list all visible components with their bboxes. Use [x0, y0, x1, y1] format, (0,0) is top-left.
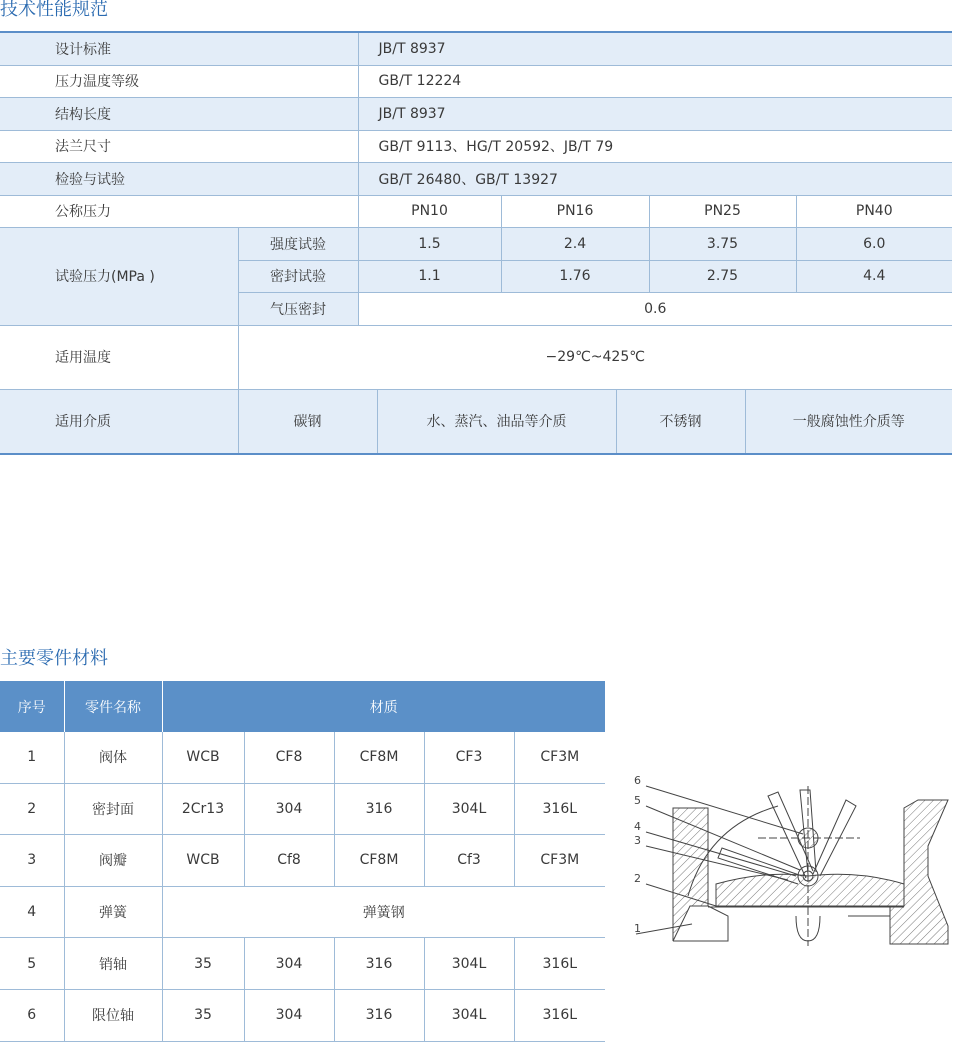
table-row [0, 732, 605, 783]
part-name: 弹簧 [64, 886, 162, 938]
nominal-pressure-value: PN25 [649, 195, 796, 228]
media-label: 适用介质 [0, 390, 238, 454]
spec-label: 压力温度等级 [0, 65, 358, 98]
nominal-pressure-value: PN40 [796, 195, 952, 228]
row-no: 3 [0, 835, 64, 887]
material-cell: CF8M [334, 835, 424, 887]
material-cell: CF8 [244, 732, 334, 783]
material-cell: 304L [424, 989, 514, 1041]
media-cell: 一般腐蚀性介质等 [745, 390, 952, 454]
material-cell: WCB [162, 835, 244, 887]
seal-test-value: 2.75 [649, 260, 796, 293]
spec-value: JB/T 8937 [358, 32, 952, 65]
row-no: 6 [0, 989, 64, 1041]
material-cell: 304 [244, 989, 334, 1041]
strength-test-value: 3.75 [649, 228, 796, 261]
material-cell: 316L [514, 989, 605, 1041]
header-material: 材质 [162, 681, 605, 732]
diagram-label: 5 [634, 794, 641, 807]
table-row [0, 938, 605, 990]
spec-value: JB/T 8937 [358, 98, 952, 131]
material-cell: 35 [162, 989, 244, 1041]
test-pressure-label: 试验压力(MPa ) [0, 228, 238, 326]
material-cell: Cf8 [244, 835, 334, 887]
spec-value: GB/T 26480、GB/T 13927 [358, 163, 952, 196]
material-cell: 2Cr13 [162, 783, 244, 835]
material-cell: Cf3 [424, 835, 514, 887]
material-cell: 35 [162, 938, 244, 990]
diagram-label: 1 [634, 922, 641, 935]
valve-section-diagram [628, 766, 952, 958]
seal-test-value: 1.1 [358, 260, 501, 293]
spec-value: GB/T 12224 [358, 65, 952, 98]
material-cell: WCB [162, 732, 244, 783]
diagram-label: 4 [634, 820, 641, 833]
table-row [0, 783, 605, 835]
seal-test-value: 1.76 [501, 260, 649, 293]
row-no: 5 [0, 938, 64, 990]
material-cell: 316 [334, 938, 424, 990]
strength-test-value: 1.5 [358, 228, 501, 261]
part-name: 销轴 [64, 938, 162, 990]
table-row [0, 886, 605, 938]
material-cell: CF3M [514, 732, 605, 783]
media-cell: 碳钢 [238, 390, 377, 454]
part-name: 限位轴 [64, 989, 162, 1041]
nominal-pressure-value: PN16 [501, 195, 649, 228]
spec-label: 检验与试验 [0, 163, 358, 196]
material-cell: 弹簧钢 [162, 886, 605, 938]
material-cell: CF3M [514, 835, 605, 887]
parts-table [0, 681, 605, 1042]
material-cell: 316 [334, 783, 424, 835]
temperature-value: −29℃~425℃ [238, 325, 952, 389]
diagram-label: 2 [634, 872, 641, 885]
spec-label: 结构长度 [0, 98, 358, 131]
seal-test-label: 密封试验 [238, 260, 358, 293]
spec-label: 设计标准 [0, 32, 358, 65]
material-cell: CF8M [334, 732, 424, 783]
diagram-label: 6 [634, 774, 641, 787]
air-seal-value: 0.6 [358, 293, 952, 326]
header-name: 零件名称 [64, 681, 162, 732]
part-name: 密封面 [64, 783, 162, 835]
part-name: 阀体 [64, 732, 162, 783]
seal-test-value: 4.4 [796, 260, 952, 293]
row-no: 1 [0, 732, 64, 783]
material-cell: 304 [244, 938, 334, 990]
material-cell: 316L [514, 938, 605, 990]
material-cell: 316L [514, 783, 605, 835]
diagram-label: 3 [634, 834, 641, 847]
parts-title: 主要零件材料 [0, 648, 108, 669]
material-cell: 304L [424, 938, 514, 990]
table-row [0, 989, 605, 1041]
strength-test-value: 2.4 [501, 228, 649, 261]
nominal-pressure-label: 公称压力 [0, 195, 358, 228]
header-no: 序号 [0, 681, 64, 732]
media-cell: 不锈钢 [616, 390, 745, 454]
spec-value: GB/T 9113、HG/T 20592、JB/T 79 [358, 130, 952, 163]
nominal-pressure-value: PN10 [358, 195, 501, 228]
strength-test-label: 强度试验 [238, 228, 358, 261]
air-seal-label: 气压密封 [238, 293, 358, 326]
material-cell: 304 [244, 783, 334, 835]
part-name: 阀瓣 [64, 835, 162, 887]
row-no: 2 [0, 783, 64, 835]
spec-label: 法兰尺寸 [0, 130, 358, 163]
spec-title: 技术性能规范 [0, 0, 108, 20]
table-row [0, 835, 605, 887]
material-cell: CF3 [424, 732, 514, 783]
row-no: 4 [0, 886, 64, 938]
strength-test-value: 6.0 [796, 228, 952, 261]
material-cell: 304L [424, 783, 514, 835]
material-cell: 316 [334, 989, 424, 1041]
spec-table [0, 31, 952, 455]
temperature-label: 适用温度 [0, 325, 238, 389]
media-cell: 水、蒸汽、油品等介质 [377, 390, 616, 454]
